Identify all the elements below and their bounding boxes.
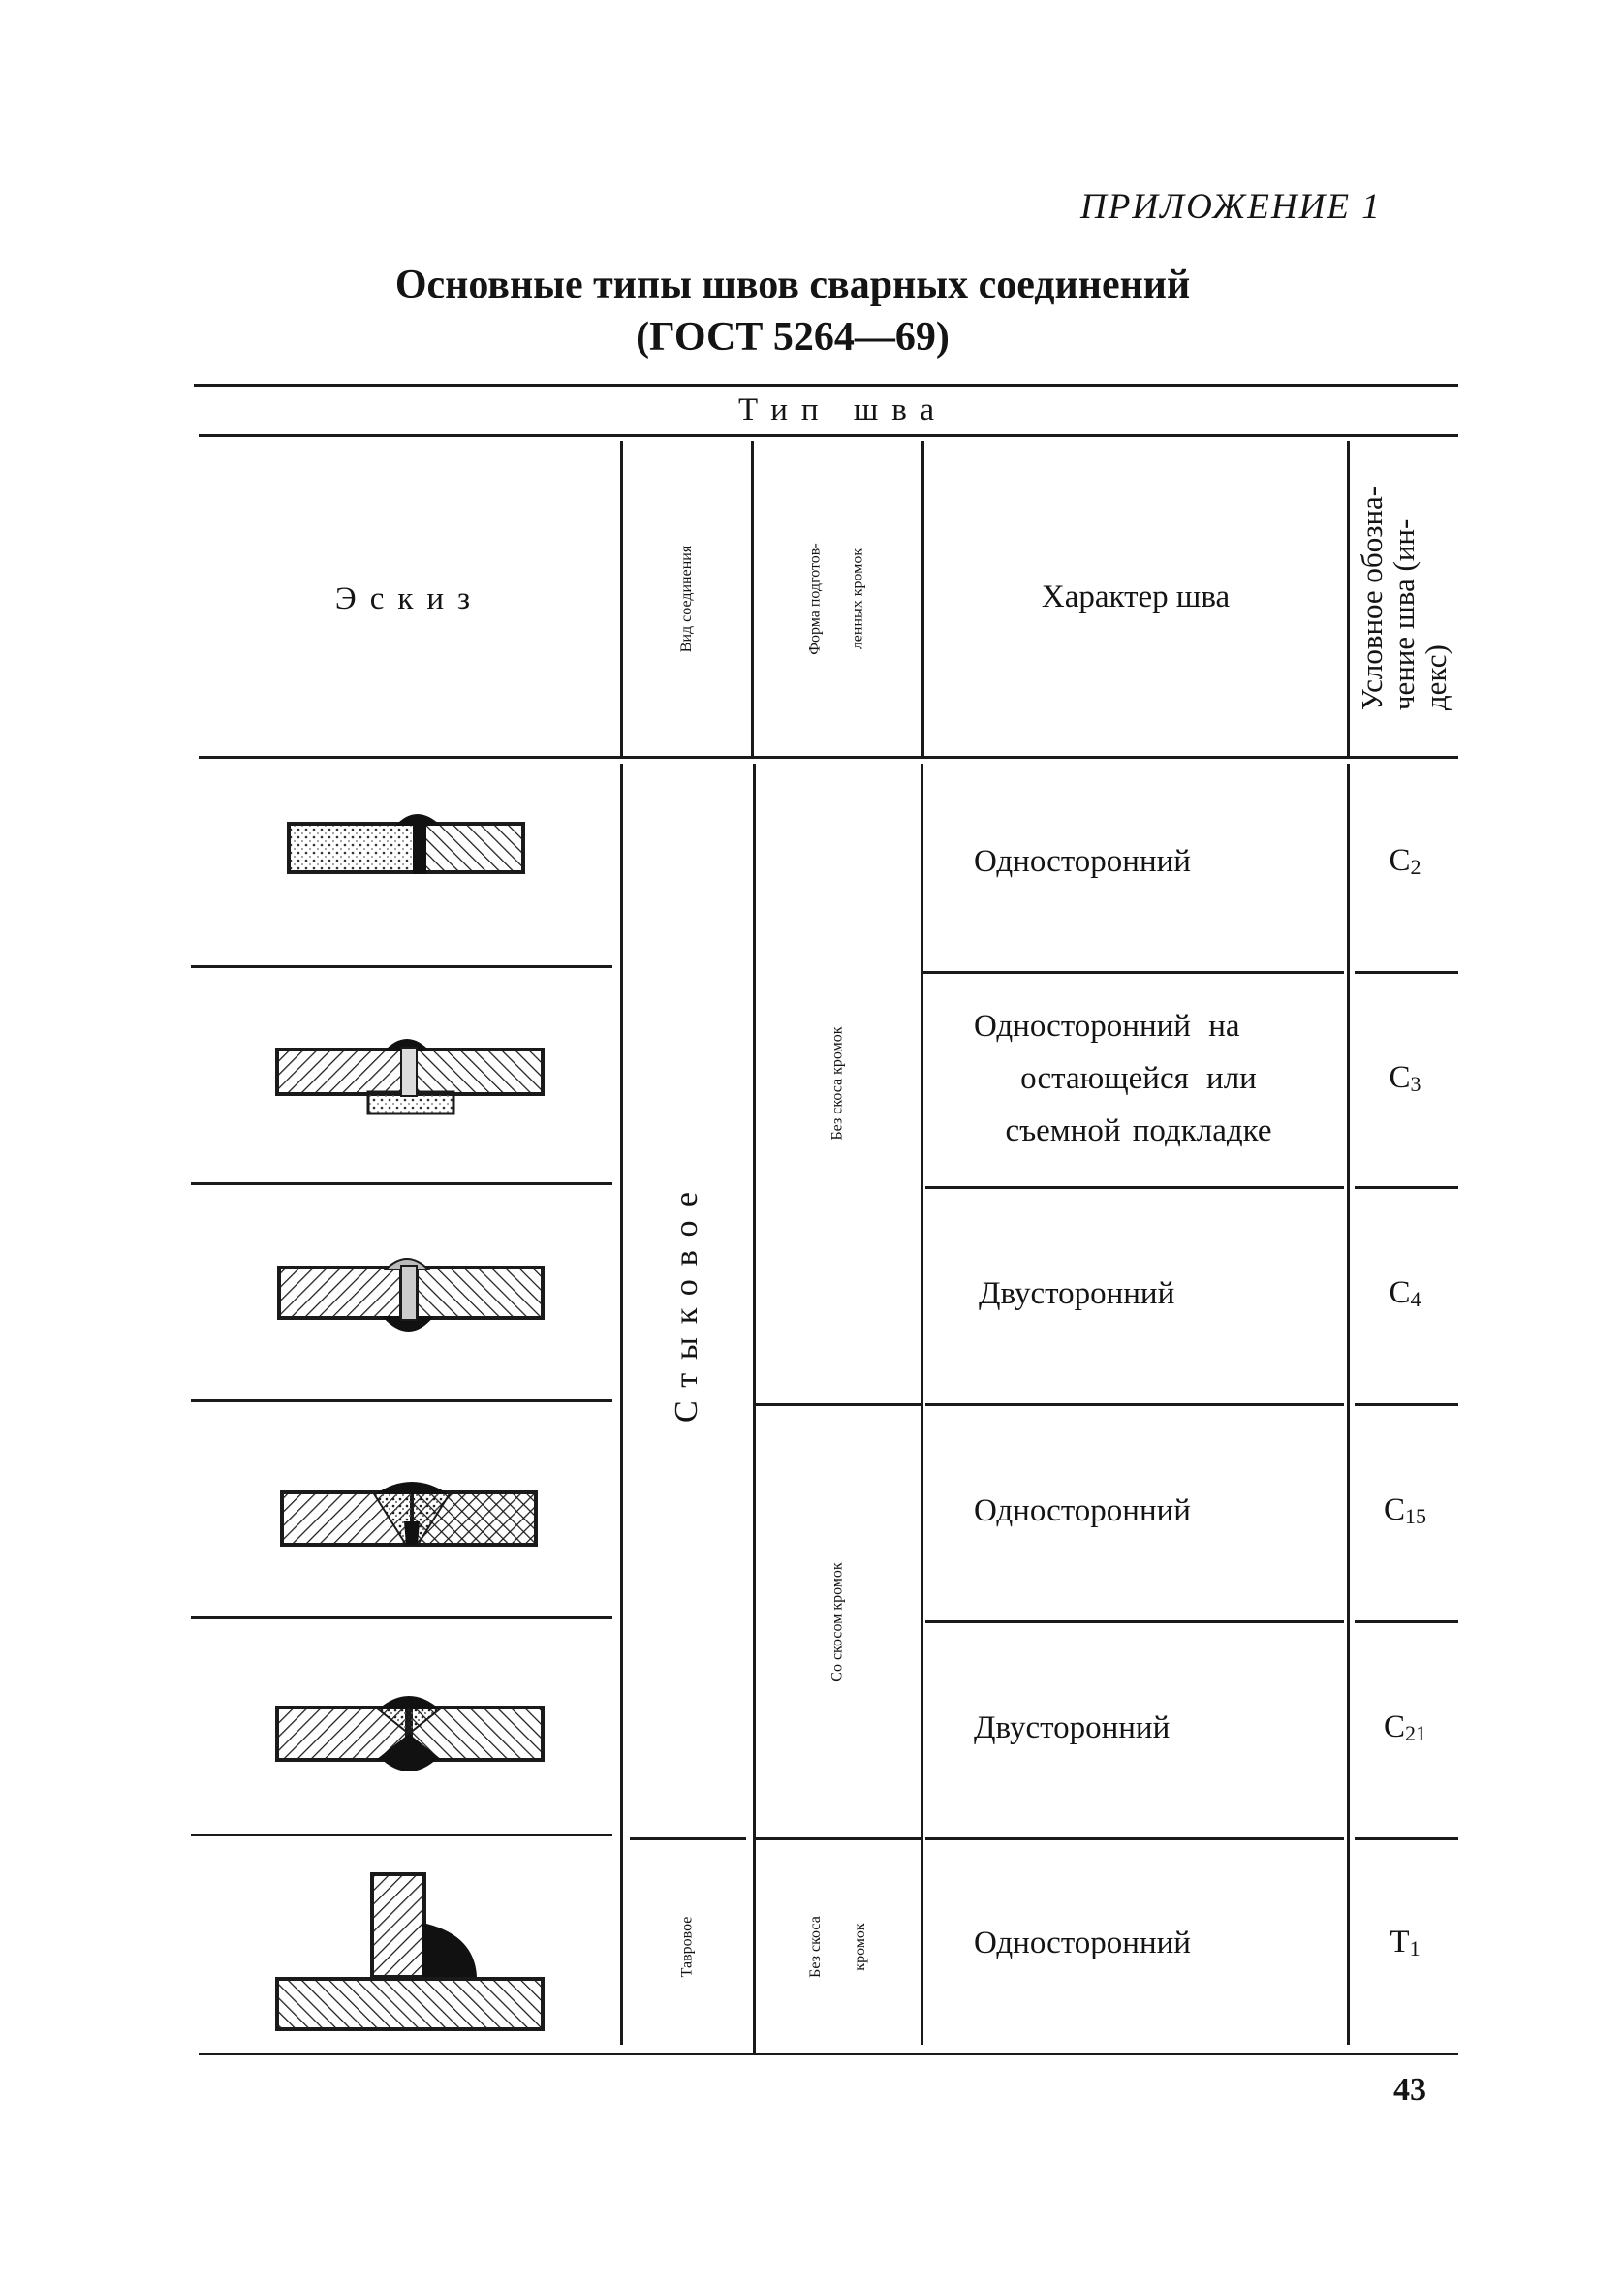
sketch-tee-single-no-bevel — [271, 1868, 552, 2038]
table-top-rule — [194, 384, 1458, 387]
sketch-butt-double-no-bevel — [271, 1240, 552, 1347]
row-separator — [922, 971, 1344, 974]
seam-char-row-5: Двусторонний — [974, 1710, 1171, 1745]
header-bottom-rule — [199, 756, 1458, 759]
sketch-butt-single-backing — [271, 1013, 552, 1124]
column-header-designation: Условное обозна- чение шва (ин- декс) — [1355, 486, 1453, 711]
edge-prep-no-bevel: Без скоса кромок — [829, 1026, 846, 1141]
seam-char-row-2: Односторонний на остающейся или съемной подкладке — [974, 1009, 1272, 1148]
seam-char-row-3: Двусторонний — [979, 1276, 1175, 1311]
row-separator — [191, 1616, 612, 1619]
row-separator — [1355, 1837, 1458, 1840]
edge-prep-no-bevel-tee: Без скоса кромок — [806, 1915, 868, 1978]
joint-type-butt: Стыковое — [669, 1177, 704, 1424]
title-line-1: Основные типы швов сварных соединений — [394, 263, 1191, 307]
index-row-4: $С_{15}$ — [1383, 1492, 1426, 1528]
index-row-3: $С_4$ — [1389, 1275, 1421, 1311]
group-header-rule — [199, 434, 1458, 437]
index-row-6: $Т_1$ — [1390, 1925, 1421, 1960]
joint-type-tee: Тавровое — [678, 1916, 695, 1977]
row-separator — [925, 1620, 1344, 1623]
row-separator — [1355, 971, 1458, 974]
row-separator — [191, 1834, 612, 1836]
row-separator — [925, 1186, 1344, 1189]
sketch-butt-double-bevel — [271, 1675, 552, 1791]
column-header-sketch: Эскиз — [334, 581, 484, 616]
seam-char-row-1: Односторонний — [974, 844, 1191, 879]
index-row-1: $С_2$ — [1389, 843, 1421, 879]
column-rule — [1347, 764, 1350, 2045]
row-separator — [1355, 1186, 1458, 1189]
column-header-edge-prep: Форма подготов- ленных кромок — [807, 542, 866, 655]
title-line-2: (ГОСТ 5264—69) — [636, 315, 950, 360]
table-bottom-rule — [199, 2053, 1458, 2055]
row-separator — [191, 1399, 612, 1402]
sketch-butt-single-no-bevel — [281, 804, 543, 901]
sketch-butt-single-bevel — [276, 1463, 547, 1555]
seam-char-row-6: Односторонний — [974, 1926, 1191, 1960]
appendix-label: ПРИЛОЖЕНИЕ 1 — [1080, 187, 1382, 227]
row-separator — [191, 965, 612, 968]
index-row-2: $С_3$ — [1389, 1060, 1421, 1096]
seam-char-row-4: Односторонний — [974, 1493, 1191, 1528]
column-header-seam-char: Характер шва — [1041, 580, 1231, 614]
row-separator — [925, 1837, 1344, 1840]
column-header-joint-type: Вид соединения — [677, 545, 695, 652]
group-header: Тип шва — [737, 392, 949, 427]
column-rule — [921, 764, 923, 2045]
page-number: 43 — [1393, 2072, 1426, 2108]
row-separator — [925, 1403, 1344, 1406]
row-separator — [191, 1182, 612, 1185]
row-separator — [1355, 1403, 1458, 1406]
index-row-5: $С_{21}$ — [1383, 1709, 1426, 1745]
row-separator — [1355, 1620, 1458, 1623]
edge-prep-bevel: Со скосом кромок — [828, 1561, 846, 1682]
